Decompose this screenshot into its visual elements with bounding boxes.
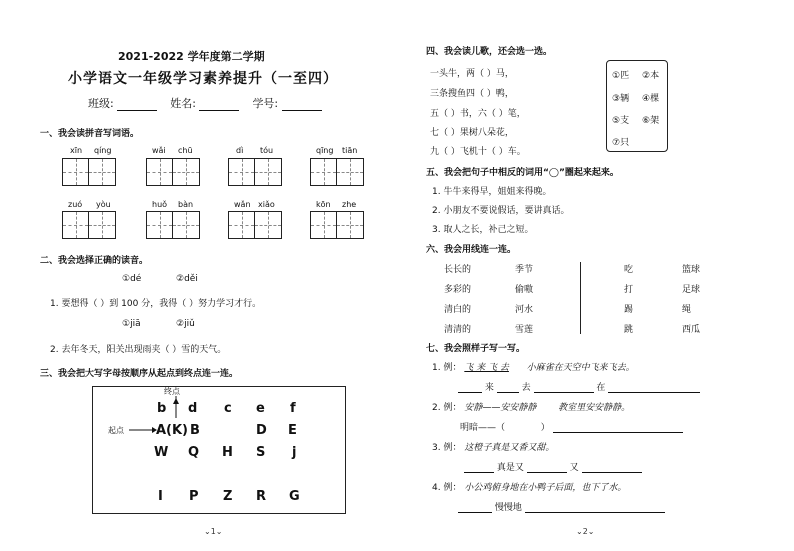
fill-word: 在 [596,383,606,393]
pinyin: wǎi [152,146,166,155]
option: ③辆 [612,94,630,104]
maze-letter: S [256,445,266,460]
example-words: 安静——安安静静 [464,403,537,413]
page-number: ⌄1⌄ [204,527,223,536]
section4-title: 四、我会读儿歌，还会选一选。 [426,47,553,57]
example-1 [432,360,635,373]
maze-letter: R [256,489,267,504]
example-sentence: 这橙子真是又香又甜。 [464,443,555,453]
pinyin: chū [178,146,193,155]
option: ⑥架 [642,116,660,126]
pinyin: qíng [94,146,112,155]
answer-line-4 [458,500,665,513]
maze-letter: E [288,423,297,438]
option: ④棵 [642,94,660,104]
question-text: 1. 要想得（ ）到 100 分，我得（ ）努力学习才行。 [50,299,262,309]
match-word[interactable]: 偷嗷 [515,285,534,295]
match-word[interactable]: 踢 [624,305,634,315]
maze-letter: P [189,489,199,504]
fill-word: 真是又 [496,463,524,473]
blank[interactable] [527,463,567,473]
match-word[interactable]: 雪莲 [515,325,534,335]
start-label: 起点 [108,426,124,435]
match-word[interactable]: 打 [624,285,634,295]
maze-letter: Z [223,489,233,504]
example-label: 1. 例： [432,363,462,373]
section1-title: 一、我会读拼音写词语。 [40,129,140,139]
match-word[interactable]: 篮球 [682,265,701,275]
maze-letter: B [190,423,200,438]
example-2 [432,400,630,413]
name-label: 姓名: [170,97,196,110]
class-label: 班级: [88,97,114,110]
section6-title: 六、我会用线连一连。 [426,245,517,255]
option: ⑤支 [612,116,630,126]
example-sentence: 教室里安安静静。 [558,403,631,413]
pinyin: xīn [70,146,83,155]
option: ②děi [176,274,198,284]
blank[interactable] [582,463,642,473]
main-title: 小学语文一年级学习素养提升（一至四） [68,71,338,87]
match-word[interactable]: 绳 [682,305,692,315]
maze-letter: d [188,401,198,416]
example-label: 4. 例： [432,483,462,493]
fill-word: ） [540,423,550,433]
maze-letter: I [158,489,163,504]
example-label: 2. 例： [432,403,462,413]
rhyme-line: 一头牛，两（ ）马， [430,69,514,79]
answer-line-2 [460,420,683,433]
rhyme-line: 三条搜鱼四（ ）鸭， [430,89,514,99]
blank[interactable] [497,383,519,393]
pinyin: tóu [260,146,274,155]
pinyin: zuó [68,200,83,209]
match-word[interactable]: 清清的 [444,325,472,335]
maze-letter: H [222,445,233,460]
fill-word: 又 [569,463,579,473]
match-word[interactable]: 季节 [515,265,534,275]
pinyin: tiān [342,146,358,155]
maze-letter: Q [188,445,200,460]
option: ②jiǔ [176,319,195,329]
maze-letter: G [289,489,300,504]
maze-letter: D [256,423,267,438]
match-word[interactable]: 多彩的 [444,285,472,295]
section3-title: 三、我会把大写字母按顺序从起点到终点连一连。 [40,369,239,379]
example-sentence: 小麻雀在天空中飞来飞去。 [526,363,635,373]
maze-letter: b [157,401,167,416]
option: ②本 [642,71,660,81]
list-item: 1. 牛牛来得早，姐姐来得晚。 [432,187,552,197]
match-word[interactable]: 跳 [624,325,634,335]
example-sentence: 小公鸡俯身地在小鸭子后面，也下了水。 [464,483,627,493]
example-label: 3. 例： [432,443,462,453]
blank[interactable] [534,383,594,393]
rhyme-line: 七（ ）果树八朵花， [430,128,514,138]
pinyin: dì [236,146,244,155]
example-words: 飞 来 飞 去 [464,363,509,373]
maze-letter: f [290,401,296,416]
section2-title: 二、我会选择正确的读音。 [40,256,149,266]
match-word[interactable]: 长长的 [444,265,472,275]
match-word[interactable]: 吃 [624,265,634,275]
list-item: 2. 小朋友不要说假话，要讲真话。 [432,206,570,216]
match-word[interactable]: 西瓜 [682,325,701,335]
blank[interactable] [553,423,683,433]
option: ⑦只 [612,138,630,148]
divider [580,262,581,334]
match-word[interactable]: 清白的 [444,305,472,315]
answer-line-3 [464,460,642,473]
year-title: 2021-2022 学年度第二学期 [118,50,265,63]
blank[interactable] [458,503,492,513]
option: ①jiā [122,319,141,329]
answer-line-1 [458,380,700,393]
maze-letter: e [256,401,265,416]
question-text: 2. 去年冬天，阳关出现雨夹（ ）雪的天气。 [50,345,227,355]
section7-title: 七、我会照样子写一写。 [426,344,526,354]
blank[interactable] [525,503,665,513]
pinyin: qīng [316,146,334,155]
id-label: 学号: [252,97,279,110]
pinyin: zhe [342,200,357,209]
rhyme-line: 九（ ）飞机十（ ）车。 [430,147,526,157]
pinyin: yòu [96,200,111,209]
maze-letter: (K) [166,423,188,438]
maze-letter: c [224,401,232,416]
pinyin: huǒ [152,200,168,209]
fill-word: 慢慢地 [494,503,522,513]
match-word[interactable]: 河水 [515,305,534,315]
maze-letter: W [154,445,169,460]
page-number: ⌄2⌄ [576,527,595,536]
end-label: 终点 [164,387,180,396]
pinyin: xiǎo [258,200,275,209]
example-3 [432,440,554,453]
rhyme-line: 五（ ）书，六（ ）笔， [430,109,526,119]
option: ①匹 [612,71,630,81]
maze-letter: A [156,423,167,438]
example-4 [432,480,626,493]
blank[interactable] [608,383,700,393]
blank[interactable] [458,383,482,393]
fill-word: 明暗——（ [460,423,506,433]
list-item: 3. 取人之长，补己之短。 [432,225,534,235]
section5-title: 五、我会把句子中相反的词用“◯”圈起来起来。 [426,168,619,178]
pinyin: wǎn [234,200,251,209]
maze-letter: j [292,445,297,460]
option: ①dé [122,274,142,284]
fill-word: 去 [521,383,531,393]
pinyin: kōn [316,200,331,209]
match-word[interactable]: 足球 [682,285,701,295]
pinyin: bàn [178,200,194,209]
blank[interactable] [464,463,494,473]
fill-word: 来 [484,383,494,393]
